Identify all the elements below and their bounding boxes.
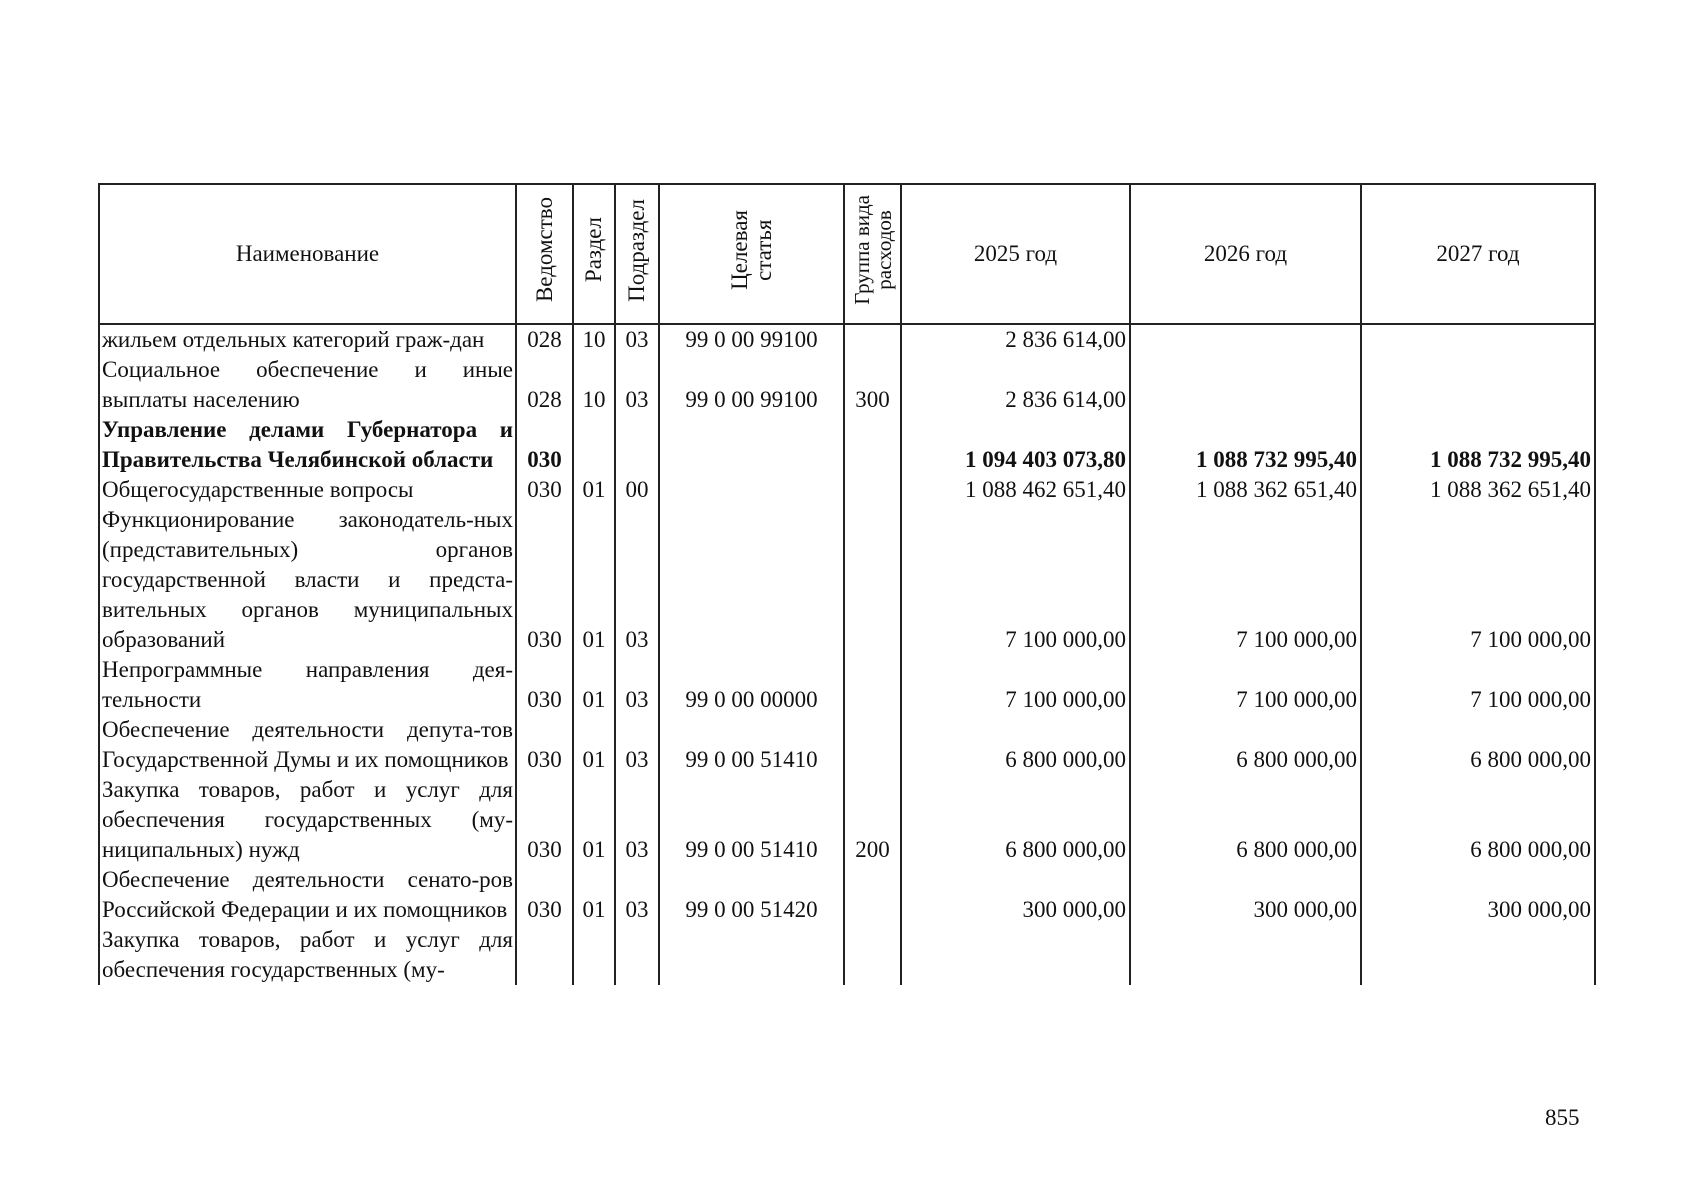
row-section (573, 925, 615, 985)
row-subsection: 03 (615, 505, 659, 655)
row-subsection (615, 415, 659, 475)
row-amount-2027 (1361, 355, 1595, 415)
table-row (99, 355, 1595, 415)
row-section: 01 (573, 475, 615, 505)
row-amount-2026: 1 088 732 995,40 (1130, 415, 1361, 475)
row-amount-2025: 2 836 614,00 (901, 324, 1130, 355)
row-amount-2026: 6 800 000,00 (1130, 715, 1361, 775)
row-amount-2027: 6 800 000,00 (1361, 775, 1595, 865)
header-row (99, 184, 1595, 324)
row-name: Закупка товаров, работ и услуг для обеспечения государственных (му-ниципальных) нужд (99, 775, 516, 865)
row-target-article: 99 0 00 99100 (659, 324, 844, 355)
row-amount-2027: 1 088 732 995,40 (1361, 415, 1595, 475)
row-section: 01 (573, 655, 615, 715)
header-department: Ведомство (516, 184, 573, 324)
row-name: Обеспечение деятельности сенато-ров Российской Федерации и их помощников (99, 865, 516, 925)
budget-table (98, 183, 1596, 985)
page-number: 855 (1545, 1105, 1580, 1130)
table-row (99, 415, 1595, 475)
row-name: Обеспечение деятельности депута-тов Государственной Думы и их помощников (99, 715, 516, 775)
row-target-article: 99 0 00 51410 (659, 775, 844, 865)
row-department: 030 (516, 715, 573, 775)
row-department: 030 (516, 475, 573, 505)
header-section: Раздел (573, 184, 615, 324)
table-row (99, 324, 1595, 355)
row-department: 030 (516, 865, 573, 925)
row-section: 01 (573, 715, 615, 775)
row-expense-group (844, 925, 901, 985)
row-target-article (659, 505, 844, 655)
row-expense-group (844, 505, 901, 655)
row-amount-2025: 6 800 000,00 (901, 715, 1130, 775)
row-target-article (659, 925, 844, 985)
row-amount-2025 (901, 925, 1130, 985)
row-target-article: 99 0 00 00000 (659, 655, 844, 715)
row-section: 10 (573, 324, 615, 355)
row-amount-2025: 1 088 462 651,40 (901, 475, 1130, 505)
row-subsection: 03 (615, 324, 659, 355)
row-amount-2025: 2 836 614,00 (901, 355, 1130, 415)
row-name: Функционирование законодатель-ных (представительных) органов государственной власти и предста-вительных органов муниципальных образований (99, 505, 516, 655)
row-section: 01 (573, 505, 615, 655)
row-target-article: 99 0 00 51420 (659, 865, 844, 925)
header-expense-group: Группа вида расходов (844, 184, 901, 324)
row-department: 030 (516, 505, 573, 655)
table-row (99, 865, 1595, 925)
row-expense-group: 300 (844, 355, 901, 415)
row-expense-group (844, 715, 901, 775)
table-row (99, 775, 1595, 865)
row-amount-2027: 7 100 000,00 (1361, 505, 1595, 655)
row-name: Социальное обеспечение и иные выплаты населению (99, 355, 516, 415)
row-amount-2026 (1130, 355, 1361, 415)
row-department: 030 (516, 655, 573, 715)
row-subsection: 00 (615, 475, 659, 505)
row-amount-2026: 1 088 362 651,40 (1130, 475, 1361, 505)
row-amount-2027: 300 000,00 (1361, 865, 1595, 925)
row-section: 01 (573, 775, 615, 865)
row-amount-2027 (1361, 324, 1595, 355)
row-subsection: 03 (615, 355, 659, 415)
table-row (99, 715, 1595, 775)
row-amount-2025: 7 100 000,00 (901, 655, 1130, 715)
row-department: 030 (516, 415, 573, 475)
row-amount-2025: 1 094 403 073,80 (901, 415, 1130, 475)
row-amount-2025: 300 000,00 (901, 865, 1130, 925)
row-name: Непрограммные направления дея-тельности (99, 655, 516, 715)
row-expense-group (844, 324, 901, 355)
header-2026: 2026 год (1130, 184, 1361, 324)
row-section: 10 (573, 355, 615, 415)
header-subsection: Подраздел (615, 184, 659, 324)
table-row (99, 505, 1595, 655)
row-expense-group (844, 415, 901, 475)
row-amount-2026 (1130, 324, 1361, 355)
row-name: Закупка товаров, работ и услуг для обеспечения государственных (му- (99, 925, 516, 985)
header-2027: 2027 год (1361, 184, 1595, 324)
row-amount-2027: 6 800 000,00 (1361, 715, 1595, 775)
row-subsection: 03 (615, 715, 659, 775)
row-section: 01 (573, 865, 615, 925)
row-amount-2026: 7 100 000,00 (1130, 505, 1361, 655)
row-target-article (659, 475, 844, 505)
row-target-article: 99 0 00 99100 (659, 355, 844, 415)
row-amount-2026 (1130, 925, 1361, 985)
row-expense-group (844, 655, 901, 715)
row-department (516, 925, 573, 985)
row-subsection: 03 (615, 865, 659, 925)
row-target-article: 99 0 00 51410 (659, 715, 844, 775)
row-amount-2025: 7 100 000,00 (901, 505, 1130, 655)
row-amount-2026: 6 800 000,00 (1130, 775, 1361, 865)
table-row (99, 475, 1595, 505)
header-2025: 2025 год (901, 184, 1130, 324)
row-subsection (615, 925, 659, 985)
table-row (99, 655, 1595, 715)
row-name: жильем отдельных категорий граж-дан (99, 324, 516, 355)
row-expense-group: 200 (844, 775, 901, 865)
row-expense-group (844, 475, 901, 505)
row-target-article (659, 415, 844, 475)
header-name: Наименование (99, 184, 516, 324)
row-amount-2027 (1361, 925, 1595, 985)
row-department: 028 (516, 324, 573, 355)
row-name: Управление делами Губернатора и Правительства Челябинской области (99, 415, 516, 475)
row-amount-2027: 1 088 362 651,40 (1361, 475, 1595, 505)
row-expense-group (844, 865, 901, 925)
row-amount-2026: 300 000,00 (1130, 865, 1361, 925)
table-row (99, 925, 1595, 985)
row-name: Общегосударственные вопросы (99, 475, 516, 505)
row-section (573, 415, 615, 475)
row-subsection: 03 (615, 775, 659, 865)
row-amount-2027: 7 100 000,00 (1361, 655, 1595, 715)
row-subsection: 03 (615, 655, 659, 715)
row-department: 030 (516, 775, 573, 865)
row-amount-2026: 7 100 000,00 (1130, 655, 1361, 715)
header-target-article: Целевая статья (659, 184, 844, 324)
row-department: 028 (516, 355, 573, 415)
row-amount-2025: 6 800 000,00 (901, 775, 1130, 865)
